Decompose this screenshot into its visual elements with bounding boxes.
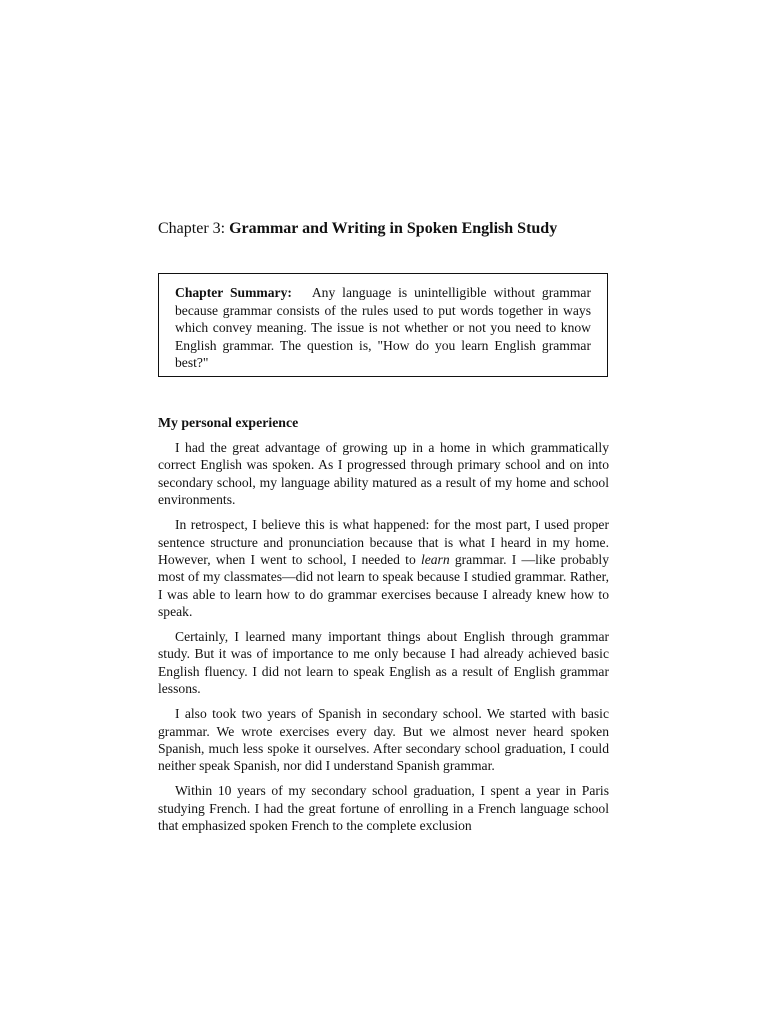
- chapter-title-text: Grammar and Writing in Spoken English Study: [229, 220, 558, 237]
- chapter-summary-box: [158, 273, 608, 377]
- paragraph-4: I also took two years of Spanish in secondary school. We started with basic grammar. We wrote exercises every day. But we almost never heard spoken Spanish, much less spoke it ourselves. After secondary school graduation, I could neither speak Spanish, nor did I understand Spanish grammar.: [158, 706, 609, 774]
- paragraph-1: I had the great advantage of growing up in a home in which grammatically correct English was spoken. As I progressed through primary school and on into secondary school, my language ability matured as a result of my home and school environments.: [158, 440, 609, 508]
- paragraph-5: Within 10 years of my secondary school graduation, I spent a year in Paris studying French. I had the great fortune of enrolling in a French language school that emphasized spoken French to the complete exclusion: [158, 783, 609, 834]
- paragraph-2-emphasis: learn: [420, 551, 450, 567]
- paragraph-2: [158, 516, 609, 620]
- chapter-summary-text: Any language is unintelligible without grammar because grammar consists of the rules used to put words together in ways which convey meaning. The issue is not whether or not you need to know English grammar. The question is, "How do you learn English grammar best?": [175, 285, 591, 371]
- chapter-number: Chapter 3:: [158, 220, 230, 237]
- body-text: [158, 439, 609, 842]
- chapter-summary-label: Chapter Summary:: [175, 285, 292, 300]
- paragraph-2-text-b: grammar. I —like probably most of my classmates—did not learn to speak because I studied grammar. Rather, I was able to learn how to do grammar exercises because I already knew how to speak.: [158, 551, 610, 620]
- chapter-summary: [175, 284, 591, 372]
- chapter-title: [158, 219, 618, 239]
- section-heading: My personal experience: [158, 415, 299, 430]
- paragraph-3: Certainly, I learned many important things about English through grammar study. But it was of importance to me only because I had already achieved basic English fluency. I did not learn to speak English as a result of English grammar lessons.: [158, 629, 609, 697]
- paragraph-2-text-a: In retrospect, I believe this is what happened: for the most part, I used proper sentence structure and pronunciation because that is what I heard in my home. However, when I went to school, I needed to: [158, 517, 609, 567]
